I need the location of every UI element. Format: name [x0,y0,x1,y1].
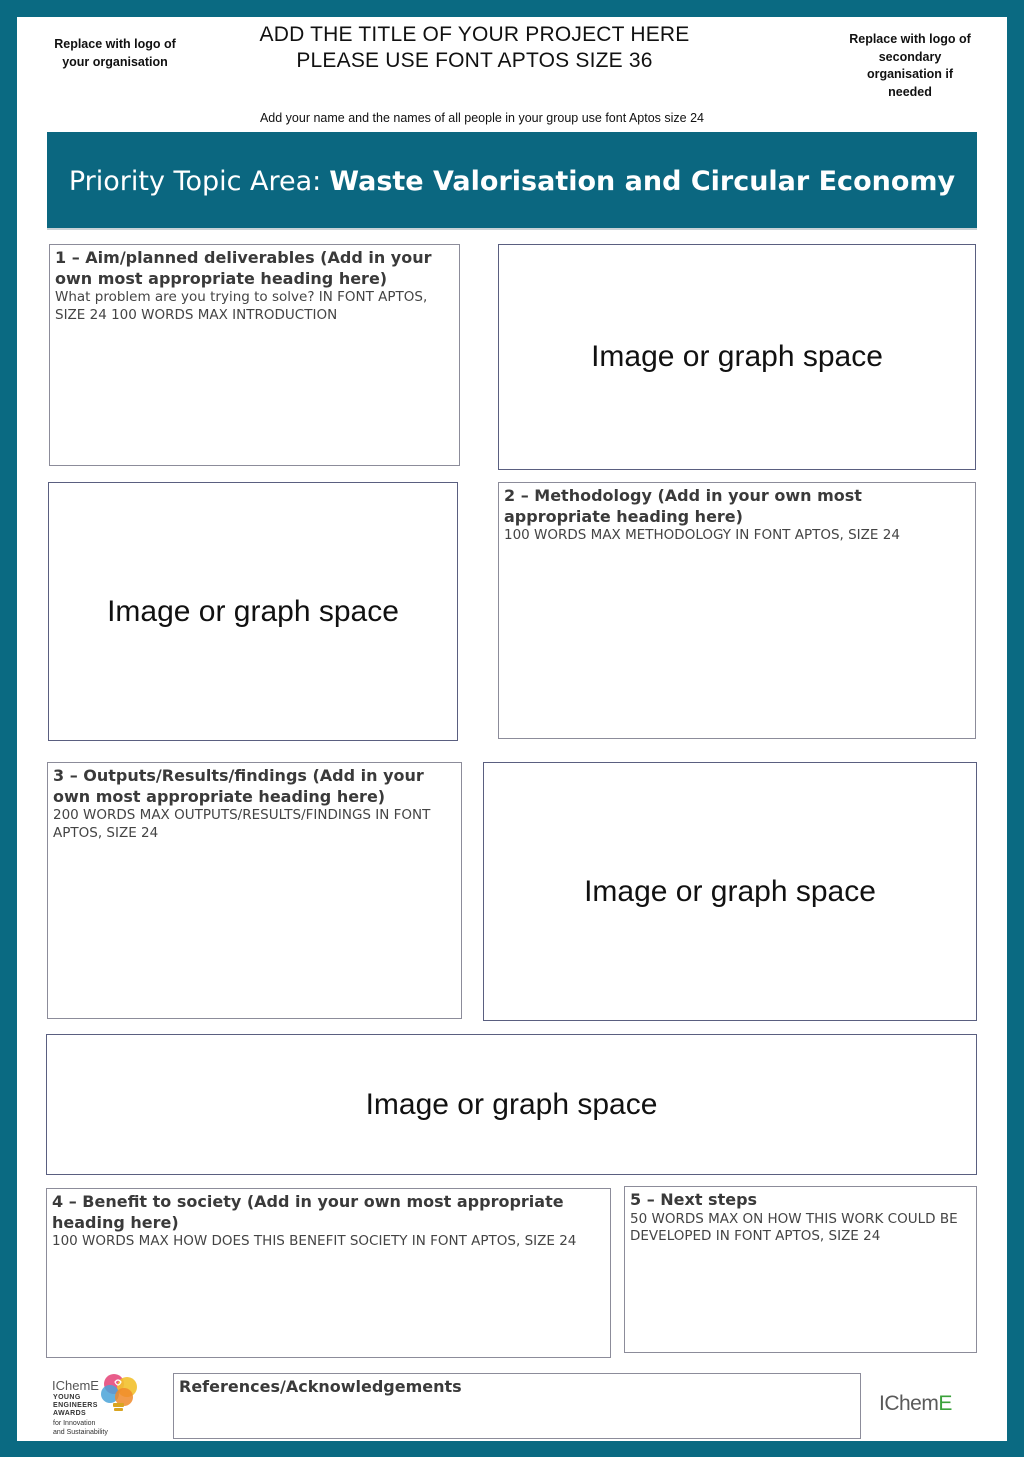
yea-line-1: YOUNG [53,1394,81,1401]
yea-brand: IChemE [52,1378,99,1393]
section-benefit-box[interactable] [46,1188,611,1358]
image-space-label: Image or graph space [584,874,876,908]
young-engineers-awards-logo [52,1370,152,1438]
yea-line-4: for Innovation [53,1420,96,1427]
poster [17,17,1007,1441]
yea-line-5: and Sustainability [53,1428,108,1436]
image-space-4[interactable] [46,1034,977,1175]
section-results-box[interactable] [47,762,462,1019]
banner-topic: Waste Valorisation and Circular Economy [329,165,956,197]
section-methodology-heading: 2 – Methodology (Add in your own most appropriate heading here) [504,486,862,526]
section-benefit-body: 100 WORDS MAX HOW DOES THIS BENEFIT SOCIETY IN FONT APTOS, SIZE 24 [52,1233,577,1249]
priority-topic-banner [47,132,977,230]
group-names[interactable]: Add your name and the names of all people in your group use font Aptos size 24 [259,111,705,125]
references-box[interactable] [173,1373,861,1439]
section-next-steps-heading: 5 – Next steps [630,1190,758,1209]
section-next-steps-body: 50 WORDS MAX ON HOW THIS WORK COULD BE DEVELOPED IN FONT APTOS, SIZE 24 [630,1210,958,1244]
image-space-label: Image or graph space [365,1087,658,1121]
logo-placeholder-left[interactable]: Replace with logo of your organisation [54,37,176,69]
image-space-3[interactable] [483,762,977,1021]
section-aim-box[interactable] [49,244,460,466]
project-title[interactable] [217,22,732,74]
logo-placeholder-right[interactable]: Replace with logo of secondary organisation if needed [849,32,971,99]
icheme-logo-accent: E [938,1392,952,1415]
icheme-logo [879,1392,952,1416]
image-space-2[interactable] [48,482,458,741]
title-line-1: ADD THE TITLE OF YOUR PROJECT HERE [259,23,690,46]
section-aim-body: What problem are you trying to solve? IN FONT APTOS, SIZE 24 100 WORDS MAX INTRODUCTION [55,289,428,323]
section-methodology-body: 100 WORDS MAX METHODOLOGY IN FONT APTOS, SIZE 24 [504,527,900,543]
image-space-label: Image or graph space [107,594,399,628]
image-space-label: Image or graph space [591,340,883,373]
image-space-1[interactable] [498,244,976,470]
section-methodology-box[interactable] [498,482,976,739]
yea-line-2: ENGINEERS [53,1402,98,1410]
icheme-logo-main: IChem [879,1392,939,1415]
section-benefit-heading: 4 – Benefit to society (Add in your own most appropriate heading here) [52,1192,564,1232]
references-title: References/Acknowledgements [179,1377,462,1396]
section-next-steps-box[interactable] [624,1186,977,1353]
banner-prefix: Priority Topic Area: [68,165,322,197]
section-results-heading: 3 – Outputs/Results/findings (Add in your own most appropriate heading here) [53,766,424,806]
yea-line-3: AWARDS [53,1410,87,1418]
title-line-2: PLEASE USE FONT APTOS SIZE 36 [296,49,653,72]
section-results-body: 200 WORDS MAX OUTPUTS/RESULTS/FINDINGS IN FONT APTOS, SIZE 24 [53,807,431,841]
section-aim-heading: 1 – Aim/planned deliverables (Add in your own most appropriate heading here) [55,248,432,288]
